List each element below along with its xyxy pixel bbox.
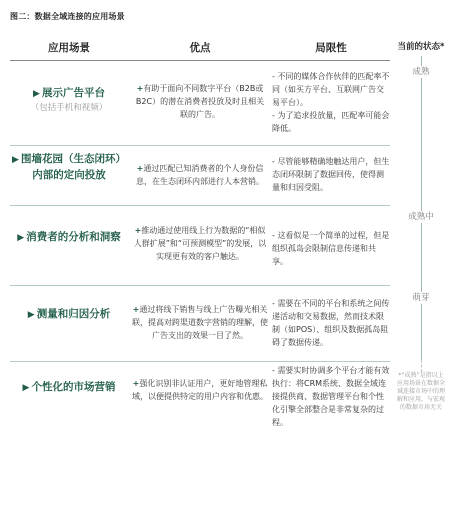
- limitation-item: - 不同的媒体合作伙伴的匹配率不同（如买方平台、互联网广告交易平台）。: [272, 72, 390, 107]
- status-footnote: *“成熟”是指以上应用场景在数据全域连接市场中的理解和应用，与宏观的数据市场无关: [396, 372, 445, 411]
- status-label-mature: 成熟: [396, 66, 446, 78]
- limitation-cell: [272, 229, 390, 268]
- scenario-cell: [10, 230, 128, 246]
- table-row: [10, 150, 390, 200]
- plus-icon: +: [132, 379, 140, 388]
- header-scenario: 应用场景: [48, 42, 90, 54]
- table-row: [10, 212, 390, 282]
- limitation-cell: [272, 297, 390, 349]
- limitation-cell: [272, 155, 390, 194]
- status-label-maturing: 成熟中: [396, 211, 446, 223]
- row-divider: [10, 361, 390, 362]
- advantage-cell: [132, 224, 268, 263]
- status-timeline-dashed: [421, 360, 422, 372]
- scenario-label: 展示广告平台: [41, 87, 105, 99]
- advantage-cell: [132, 377, 268, 403]
- status-timeline: [421, 56, 422, 360]
- limitation-item: - 尽管能够精确地触达用户，但生态闭环限制了数据回传，使得测量和归因受阻。: [272, 157, 390, 192]
- triangle-right-icon: ▶: [17, 233, 25, 243]
- row-divider: [10, 145, 390, 146]
- status-label-emerging: 萌芽: [396, 292, 446, 304]
- advantage-text: 推动通过使用线上行为数据的“相似人群扩展”和“可预测模型”的发展，以实现更有效的客户触达。: [133, 226, 267, 261]
- plus-icon: +: [132, 305, 140, 314]
- table-row: [10, 293, 390, 355]
- limitation-cell: [272, 70, 390, 135]
- advantage-cell: [132, 82, 268, 121]
- header-divider: [10, 60, 390, 61]
- advantage-text: 通过匹配已知消费者的个人身份信息，在生态闭环内部进行人本营销。: [136, 164, 264, 186]
- scenario-label: 消费者的分析和洞察: [26, 231, 121, 243]
- table-row: [10, 68, 390, 140]
- triangle-right-icon: ▶: [27, 310, 35, 320]
- scenario-label: 围墙花园（生态闭环）内部的定向投放: [20, 153, 126, 181]
- advantage-cell: [132, 303, 268, 342]
- scenario-cell: [10, 86, 128, 115]
- plus-icon: +: [134, 226, 142, 235]
- advantage-text: 通过将线下销售与线上广告曝光相关联，提高对跨渠道数字营销的理解，使广告支出的效果一目了然。: [132, 305, 268, 340]
- header-limitation: 局限性: [315, 42, 347, 54]
- scenario-label: 测量和归因分析: [36, 308, 111, 320]
- triangle-right-icon: ▶: [33, 89, 40, 99]
- header-status: 当前的状态*: [397, 42, 445, 52]
- limitation-item: - 需要实时协调多个平台才能有效执行：将CRM系统、数据全域连接提供商、数据管理平台和个性化引擎全部整合是非常复杂的过程。: [272, 366, 390, 427]
- triangle-right-icon: ▶: [12, 155, 19, 165]
- limitation-cell: [272, 364, 390, 429]
- table-row: [10, 364, 390, 434]
- plus-icon: +: [136, 84, 144, 93]
- row-divider: [10, 205, 390, 206]
- figure-title: 图二：数据全域连接的应用场景: [10, 12, 125, 21]
- scenario-cell: [10, 307, 128, 323]
- scenario-cell: [10, 380, 128, 396]
- scenario-sublabel: （包括手机和视频）: [30, 103, 108, 113]
- triangle-right-icon: ▶: [22, 383, 30, 393]
- limitation-item: - 这看似是一个简单的过程，但是组织孤岛会限制信息传递和共享。: [272, 231, 390, 266]
- advantage-text: 强化识别非认证用户，更好地管理私域，以便提供特定的用户内容和优惠。: [132, 379, 268, 401]
- advantage-cell: [132, 162, 268, 188]
- row-divider: [10, 285, 390, 286]
- limitation-item: - 为了追求投放量，匹配率可能会降低。: [272, 111, 390, 133]
- header-advantage: 优点: [189, 42, 211, 54]
- scenario-cell: [10, 152, 128, 183]
- plus-icon: +: [136, 164, 144, 173]
- limitation-item: - 需要在不同的平台和系统之间传递活动和交易数据，然而技术限制（如POS）、组织及数据孤岛阻碍了数据传递。: [272, 299, 390, 347]
- scenario-label: 个性化的市场营销: [31, 381, 116, 393]
- advantage-text: 有助于面向不同数字平台（B2B或B2C）的潜在消费者投放及时且相关联的广告。: [135, 84, 265, 119]
